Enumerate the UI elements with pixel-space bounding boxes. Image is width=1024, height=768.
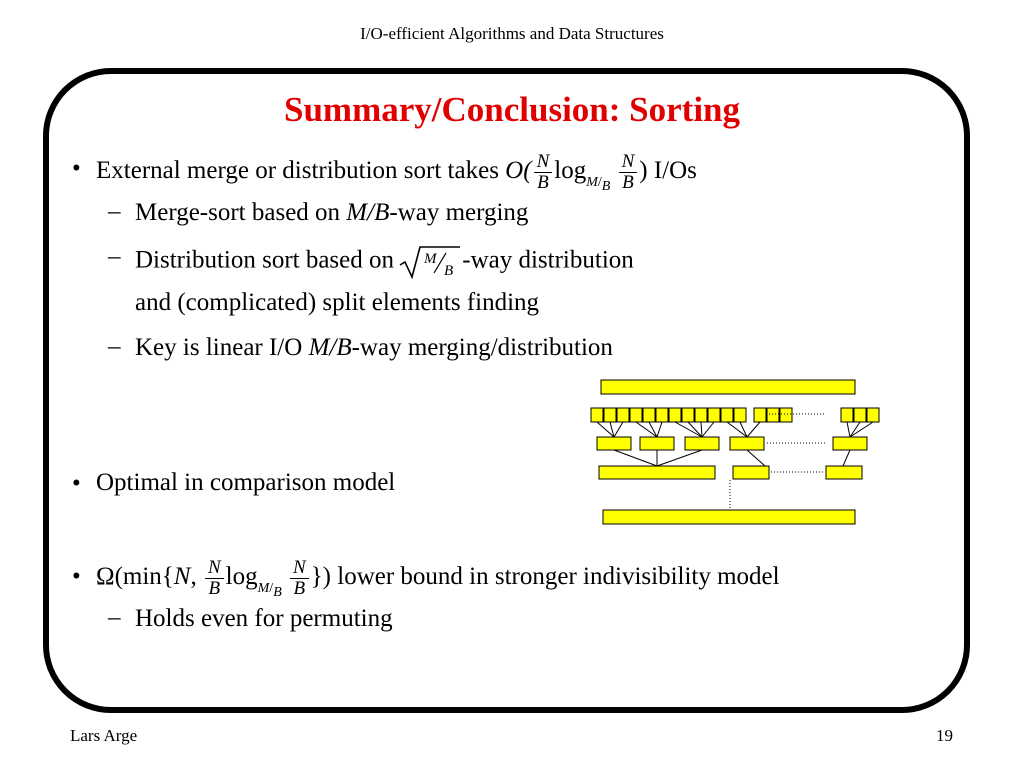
top-bar — [601, 380, 855, 394]
svg-text:M: M — [424, 251, 437, 267]
leaf-block — [617, 408, 629, 422]
sub-distribution-continuation: and (complicated) split elements finding — [135, 289, 540, 316]
bullet-marker: • — [72, 155, 81, 182]
leaf-block — [734, 408, 746, 422]
footer-page-number: 19 — [936, 726, 953, 745]
bullet-external-sort: External merge or distribution sort takes O( $\frac{N}{B}$ $\log_{M/B}$ $\frac{N}{B}$ ) I/Os — [96, 151, 697, 195]
fraction-n-over-b: $\frac{N}{B}$ — [534, 152, 553, 193]
io-suffix: I/Os — [653, 157, 697, 185]
mid-block — [730, 437, 764, 450]
dash-marker: – — [108, 333, 121, 360]
bullet-marker: • — [72, 470, 81, 497]
leaf-block — [708, 408, 720, 422]
log-base-b: B — [601, 179, 611, 195]
leaf-block — [591, 408, 603, 422]
leaf-block — [721, 408, 733, 422]
omega-min: Ω(min{ — [96, 563, 174, 591]
mid-block — [685, 437, 719, 450]
leaf-block — [754, 408, 766, 422]
merge-block — [826, 466, 862, 479]
dash-marker: – — [108, 243, 121, 270]
mid-block — [833, 437, 867, 450]
bullet-text: External merge or distribution sort takes — [96, 157, 499, 185]
leaf-block — [767, 408, 779, 422]
merge-distribution-diagram — [585, 370, 885, 530]
leaf-block — [656, 408, 668, 422]
n-var: N — [173, 563, 191, 591]
merge-block — [599, 466, 715, 479]
bottom-bar — [603, 510, 855, 524]
leaf-block — [630, 408, 642, 422]
fraction-n-over-b-3: $\frac{N}{B}$ — [205, 558, 224, 599]
leaf-block — [695, 408, 707, 422]
leaf-block — [643, 408, 655, 422]
leaf-block — [682, 408, 694, 422]
log-label: log — [554, 157, 587, 185]
dash-marker: – — [108, 198, 121, 225]
big-o: O( — [505, 157, 532, 185]
leaf-block — [604, 408, 616, 422]
log-base-m: M — [586, 175, 598, 191]
slide-title: Summary/Conclusion: Sorting — [283, 90, 741, 129]
bullet-marker: • — [72, 563, 81, 590]
leaf-block — [669, 408, 681, 422]
footer-author: Lars Arge — [70, 726, 138, 745]
sub-permuting: Holds even for permuting — [135, 605, 393, 632]
sub-key-linear-io: Key is linear I/O M/B-way merging/distribution — [135, 334, 613, 361]
sub-merge-sort: Merge-sort based on M/B-way merging — [135, 199, 529, 226]
sqrt-m-over-b-icon — [398, 243, 462, 281]
mid-block — [640, 437, 674, 450]
svg-text:B: B — [444, 263, 454, 279]
close-paren: ) — [639, 157, 648, 185]
merge-block — [733, 466, 769, 479]
sub-distribution-sort: Distribution sort based on M B -way distribution — [135, 243, 634, 281]
dash-marker: – — [108, 604, 121, 631]
fraction-n-over-b-2: $\frac{N}{B}$ — [619, 152, 638, 193]
leaf-block — [780, 408, 792, 422]
fraction-n-over-b-4: $\frac{N}{B}$ — [290, 558, 309, 599]
course-title: I/O-efficient Algorithms and Data Structures — [360, 24, 664, 43]
lower-bound-suffix: lower bound in stronger indivisibility model — [337, 563, 780, 591]
bullet-lower-bound: Ω(min{N, $\frac{N}{B}$ $\log_{M/B}$ $\frac{N}{B}$ }) lower bound in stronger indivisibility model — [96, 557, 780, 601]
bullet-optimal: Optimal in comparison model — [96, 469, 396, 496]
mid-block — [597, 437, 631, 450]
